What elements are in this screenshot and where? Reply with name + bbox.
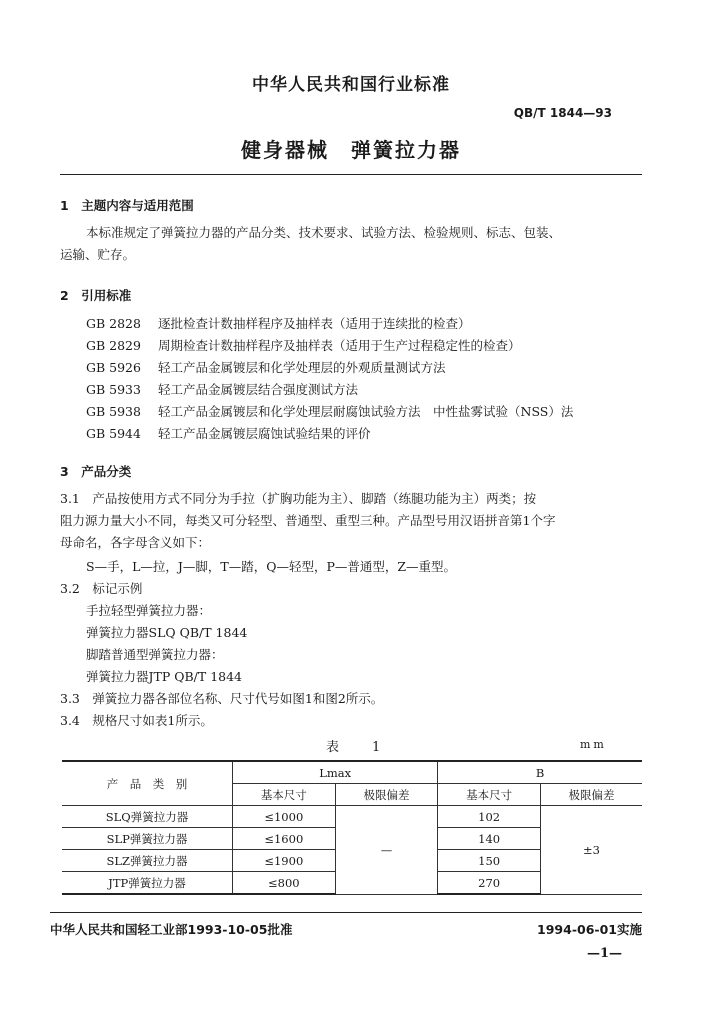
ref-title: 周期检查计数抽样程序及抽样表（适用于生产过程稳定性的检查） — [158, 338, 521, 353]
header-b-basic: 基本尺寸 — [438, 784, 541, 806]
cell-category: SLQ弹簧拉力器 — [62, 806, 233, 828]
clause-3-4: 3.4 规格尺寸如表1所示。 — [60, 713, 213, 728]
example-1-label: 手拉轻型弹簧拉力器： — [86, 603, 212, 618]
clause-3-1-line3: 母命名，各字母含义如下： — [60, 535, 211, 550]
cell-category: JTP弹簧拉力器 — [62, 872, 233, 895]
ref-code: GB 5933 — [86, 382, 141, 397]
header-org: 中华人民共和国行业标准 — [252, 75, 450, 95]
ref-code: GB 2828 — [86, 316, 141, 331]
header-lmax: Lmax — [233, 761, 438, 784]
cell-b-basic: 150 — [438, 850, 541, 872]
example-2-label: 脚踏普通型弹簧拉力器： — [86, 647, 224, 662]
section-1-para-line1: 本标准规定了弹簧拉力器的产品分类、技术要求、试验方法、检验规则、标志、包装、 — [86, 225, 562, 240]
cell-lmax-basic: ≤1900 — [233, 850, 336, 872]
header-lmax-tol: 极限偏差 — [335, 784, 438, 806]
cell-b-basic: 270 — [438, 872, 541, 895]
ref-title: 逐批检查计数抽样程序及抽样表（适用于连续批的检查） — [158, 316, 471, 331]
document-title: 健身器械 弹簧拉力器 — [241, 138, 461, 162]
ref-code: GB 5944 — [86, 426, 141, 441]
example-1-value: 弹簧拉力器SLQ QB/T 1844 — [86, 625, 248, 640]
standard-code: QB/T 1844—93 — [513, 106, 612, 120]
ref-item — [86, 402, 573, 420]
title-rule — [60, 174, 642, 175]
header-lmax-basic: 基本尺寸 — [233, 784, 336, 806]
section-2-heading: 2 引用标准 — [60, 288, 132, 303]
page-number: —1— — [586, 946, 622, 961]
cell-lmax-basic: ≤1000 — [233, 806, 336, 828]
clause-3-1-line2: 阻力源力量大小不同，每类又可分轻型、普通型、重型三种。产品型号用汉语拼音第1个字 — [60, 513, 556, 528]
section-3-heading: 3 产品分类 — [60, 464, 132, 479]
header-b: B — [438, 761, 642, 784]
cell-b-tol: ±3 — [540, 806, 642, 895]
ref-item — [86, 358, 446, 376]
header-category: 产 品 类 别 — [62, 761, 233, 806]
ref-code: GB 2829 — [86, 338, 141, 353]
clause-3-3: 3.3 弹簧拉力器各部位名称、尺寸代号如图1和图2所示。 — [60, 691, 384, 706]
ref-title: 轻工产品金属镀层和化学处理层耐腐蚀试验方法 中性盐雾试验（NSS）法 — [158, 404, 574, 419]
ref-code: GB 5926 — [86, 360, 141, 375]
table-caption: 表 1 — [326, 740, 391, 755]
approval-line: 中华人民共和国轻工业部1993-10-05批准 — [50, 922, 293, 937]
header-b-tol: 极限偏差 — [540, 784, 642, 806]
example-2-value: 弹簧拉力器JTP QB/T 1844 — [86, 669, 242, 684]
ref-code: GB 5938 — [86, 404, 141, 419]
ref-title: 轻工产品金属镀层腐蚀试验结果的评价 — [158, 426, 371, 441]
table-unit: mm — [580, 738, 607, 751]
table-row — [62, 806, 642, 828]
footer-rule — [50, 912, 642, 913]
cell-b-basic: 140 — [438, 828, 541, 850]
letter-meanings: S—手，L—拉，J—脚，T—踏，Q—轻型，P—普通型，Z—重型。 — [86, 559, 457, 574]
cell-category: SLZ弹簧拉力器 — [62, 850, 233, 872]
section-1-heading: 1 主题内容与适用范围 — [60, 198, 194, 213]
ref-title: 轻工产品金属镀层和化学处理层的外观质量测试方法 — [158, 360, 446, 375]
cell-category: SLP弹簧拉力器 — [62, 828, 233, 850]
ref-item — [86, 380, 358, 398]
ref-item — [86, 424, 371, 442]
section-1-para-line2: 运输、贮存。 — [60, 247, 136, 262]
clause-3-1-line1: 3.1 产品按使用方式不同分为手拉（扩胸功能为主）、脚踏（练腿功能为主）两类；按 — [60, 491, 537, 506]
cell-b-basic: 102 — [438, 806, 541, 828]
effective-date: 1994-06-01实施 — [537, 922, 642, 937]
ref-item — [86, 336, 521, 354]
ref-item — [86, 314, 471, 332]
clause-3-2: 3.2 标记示例 — [60, 581, 143, 596]
cell-lmax-tol: — — [335, 806, 438, 895]
ref-title: 轻工产品金属镀层结合强度测试方法 — [158, 382, 359, 397]
spec-table — [62, 760, 642, 895]
cell-lmax-basic: ≤800 — [233, 872, 336, 895]
cell-lmax-basic: ≤1600 — [233, 828, 336, 850]
